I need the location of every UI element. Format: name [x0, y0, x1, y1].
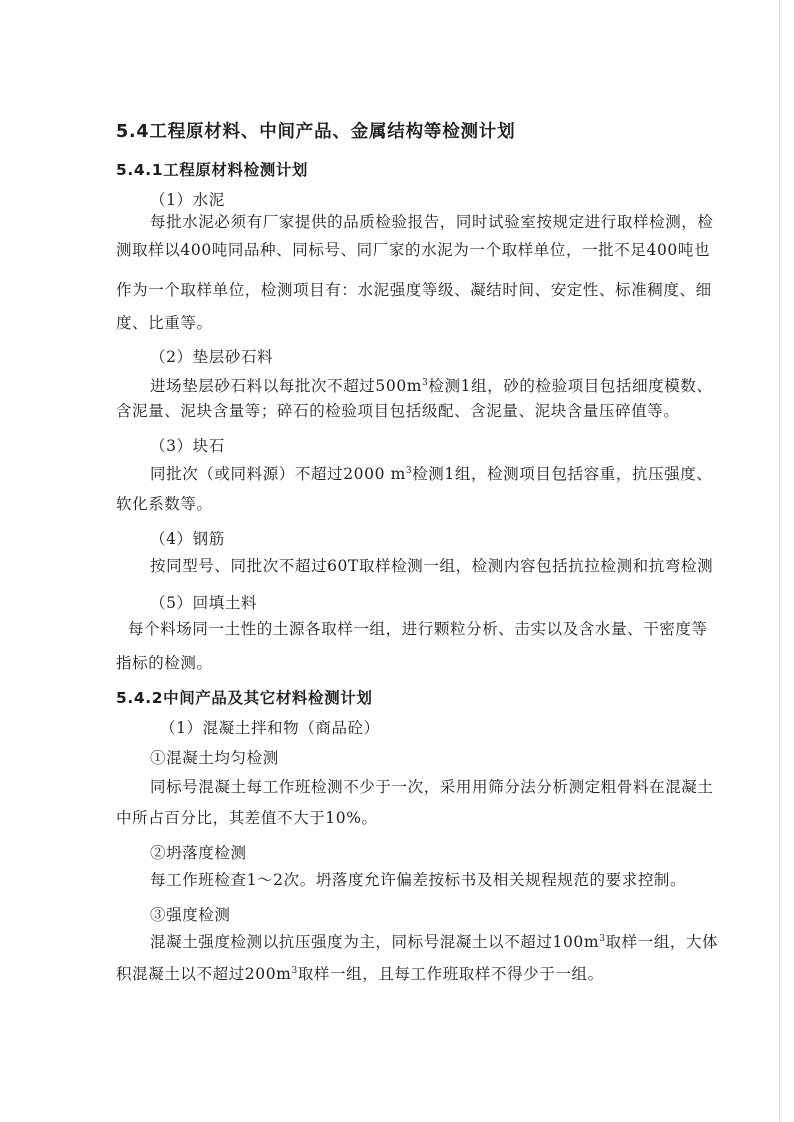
backfill-line-1: 每个料场同一土性的土源各取样一组，进行颗粒分析、击实以及含水量、干密度等 — [128, 620, 708, 638]
cement-line-3: 作为一个取样单位，检测项目有：水泥强度等级、凝结时间、安定性、标准稠度、细 — [116, 281, 712, 299]
slump-line-1: 每工作班检查1～2次。坍落度允许偏差按标书及相关规程规范的要求控制。 — [150, 871, 687, 889]
rubble-line-1: 同批次（或同料源）不超过2000 $m^3$检测1组，检测项目包括容重，抗压强度、 — [150, 465, 713, 483]
section-title: 5.4工程原材料、中间产品、金属结构等检测计划 — [116, 122, 516, 142]
sand-line-2: 含泥量、泥块含量等；碎石的检验项目包括级配、含泥量、泥块含量压碎值等。 — [116, 402, 680, 420]
item-backfill-label: （5）回填土料 — [150, 594, 258, 612]
rebar-line-1: 按同型号、同批次不超过60T取样检测一组，检测内容包括抗拉检测和抗弯检测 — [150, 557, 714, 575]
concrete-uniformity-label: ①混凝土均匀检测 — [150, 749, 279, 767]
strength-line-2: 积混凝土以不超过$200m^3$取样一组，且每工作班取样不得少于一组。 — [116, 965, 604, 983]
page-edge-line — [779, 0, 780, 1122]
subsection-heading-intermediate-products: 5.4.2中间产品及其它材料检测计划 — [116, 689, 373, 707]
cement-line-4: 度、比重等。 — [116, 314, 213, 332]
backfill-line-2: 指标的检测。 — [116, 654, 213, 672]
subsection-heading-raw-materials: 5.4.1工程原材料检测计划 — [116, 161, 309, 179]
strength-test-label: ③强度检测 — [150, 906, 231, 924]
strength-line-1: 混凝土强度检测以抗压强度为主，同标号混凝土以不超过$100m^3$取样一组，大体 — [150, 933, 719, 951]
slump-test-label: ②坍落度检测 — [150, 844, 247, 862]
item-cement-label: （1）水泥 — [150, 191, 225, 209]
item-rubble-label: （3）块石 — [150, 437, 225, 455]
item-sand-gravel-label: （2）垫层砂石料 — [150, 348, 274, 366]
uniformity-line-2: 中所占百分比，其差值不大于10%。 — [116, 809, 378, 827]
cement-line-1: 每批水泥必须有厂家提供的品质检验报告，同时试验室按规定进行取样检测，检 — [150, 213, 714, 231]
cement-line-2: 测取样以400吨同品种、同标号、同厂家的水泥为一个取样单位，一批不足400吨也 — [116, 241, 711, 259]
sand-line-1: 进场垫层砂石料以每批次不超过$500m^3$检测1组，砂的检验项目包括细度模数、 — [150, 377, 713, 395]
uniformity-line-1: 同标号混凝土每工作班检测不少于一次，采用用筛分法分析测定粗骨料在混凝土 — [150, 778, 714, 796]
item-concrete-mix-label: （1）混凝土拌和物（商品砼） — [160, 719, 380, 737]
item-rebar-label: （4）钢筋 — [150, 530, 225, 548]
rubble-line-2: 软化系数等。 — [116, 495, 213, 513]
